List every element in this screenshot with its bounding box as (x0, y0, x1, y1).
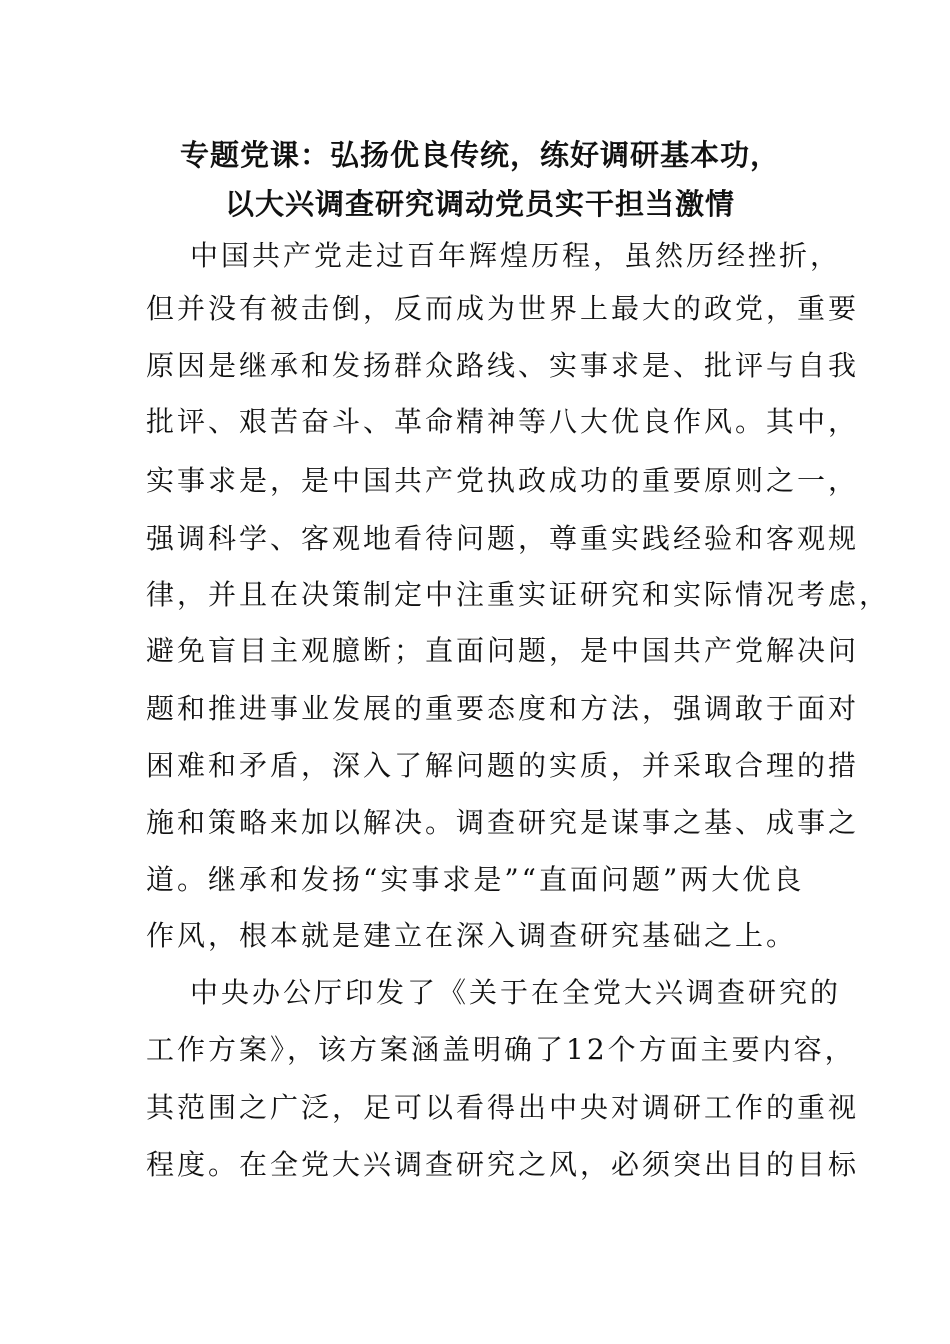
paragraph-line: 题和推进事业发展的重要态度和方法，强调敢于面对 (146, 692, 860, 725)
document-title-line-2: 以大兴调查研究调动党员实干担当激情 (224, 187, 735, 221)
paragraph-line: 道。继承和发扬“实事求是”“直面问题”两大优良 (146, 863, 805, 896)
paragraph-line: 律，并且在决策制定中注重实证研究和实际情况考虑， (146, 578, 891, 611)
paragraph-line: 实事求是，是中国共产党执政成功的重要原则之一， (146, 464, 860, 497)
paragraph-line: 其范围之广泛，足可以看得出中央对调研工作的重视 (146, 1091, 860, 1124)
document-title-line-1: 专题党课：弘扬优良传统，练好调研基本功， (179, 138, 780, 172)
paragraph-line: 强调科学、客观地看待问题，尊重实践经验和客观规 (146, 522, 860, 555)
paragraph-line: 工作方案》，该方案涵盖明确了12个方面主要内容， (146, 1033, 856, 1066)
paragraph-line: 施和策略来加以解决。调查研究是谋事之基、成事之 (146, 806, 860, 839)
paragraph-line: 批评、艰苦奋斗、革命精神等八大优良作风。其中， (146, 405, 860, 438)
paragraph-line: 原因是继承和发扬群众路线、实事求是、批评与自我 (146, 349, 860, 382)
paragraph-line: 程度。在全党大兴调查研究之风，必须突出目的目标 (146, 1148, 860, 1181)
paragraph-line: 中央办公厅印发了《关于在全党大兴调查研究的 (190, 976, 842, 1009)
paragraph-line: 作风，根本就是建立在深入调查研究基础之上。 (146, 919, 798, 952)
paragraph-line: 避免盲目主观臆断；直面问题，是中国共产党解决问 (146, 634, 860, 667)
paragraph-line: 困难和矛盾，深入了解问题的实质，并采取合理的措 (146, 749, 860, 782)
paragraph-line: 但并没有被击倒，反而成为世界上最大的政党，重要 (146, 292, 860, 325)
paragraph-line: 中国共产党走过百年辉煌历程，虽然历经挫折， (190, 239, 842, 272)
